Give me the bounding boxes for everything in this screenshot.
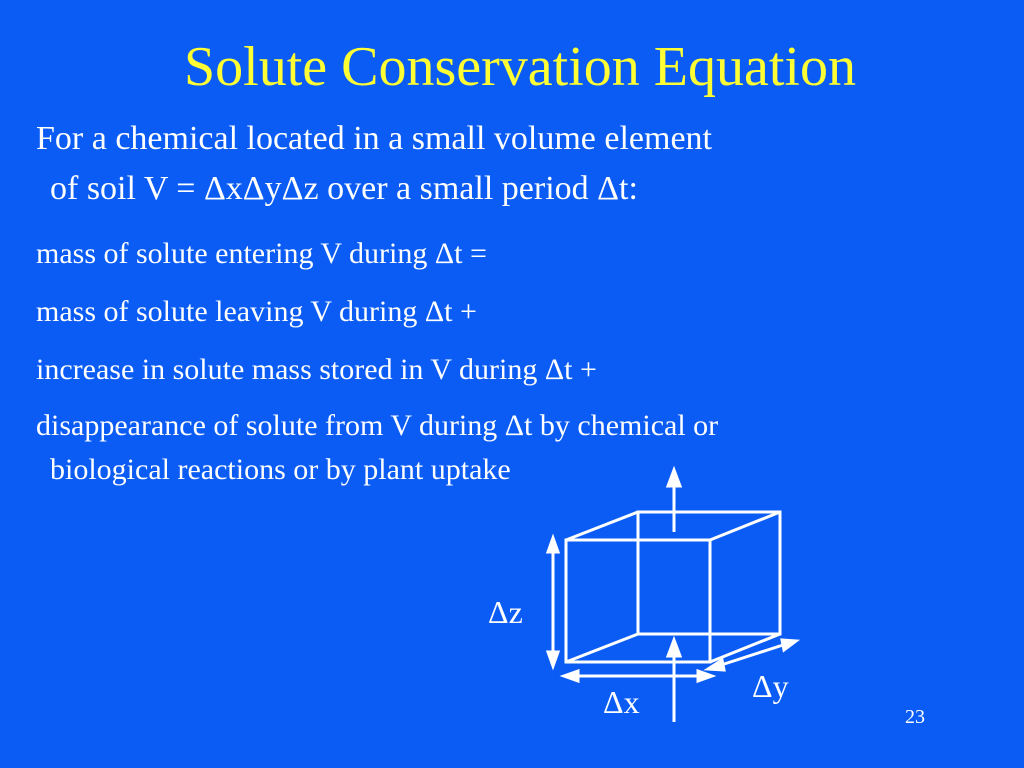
label-delta-y: Δy xyxy=(752,668,789,704)
item-disappearance-line-2: biological reactions or by plant uptake xyxy=(50,453,511,486)
dz-arrow-bottom xyxy=(548,652,558,666)
dy-dimension-line xyxy=(718,644,786,666)
slide-title: Solute Conservation Equation xyxy=(184,36,856,98)
item-entering: mass of solute entering V during Δt = xyxy=(36,237,487,270)
cube-edge-bottom-left xyxy=(566,634,638,662)
intro-line-1: For a chemical located in a small volume element xyxy=(36,120,712,157)
page-number: 23 xyxy=(905,706,925,728)
dz-arrow-top xyxy=(548,538,558,552)
item-stored: increase in solute mass stored in V during Δt + xyxy=(36,353,597,386)
cube-edge-top-right xyxy=(710,512,780,540)
cube-front-face xyxy=(566,540,710,662)
item-disappearance xyxy=(36,404,976,492)
cube-edge-top-left xyxy=(566,512,638,540)
dx-arrow-left xyxy=(564,671,578,681)
cube-back-face xyxy=(638,512,780,634)
item-disappearance-line-1: disappearance of solute from V during Δt by chemical or xyxy=(36,409,719,442)
dy-arrow-right xyxy=(782,640,796,650)
intro-line-2: of soil V = ΔxΔyΔz over a small period Δt: xyxy=(50,170,638,207)
label-delta-x: Δx xyxy=(603,684,640,720)
dx-arrow-right xyxy=(698,671,712,681)
cube-edge-bottom-right xyxy=(710,634,780,662)
flux-in-arrow-head xyxy=(668,640,680,656)
label-delta-z: Δz xyxy=(488,594,523,630)
item-leaving: mass of solute leaving V during Δt + xyxy=(36,295,477,328)
intro-paragraph xyxy=(36,114,976,214)
dy-arrow-left xyxy=(708,660,724,670)
